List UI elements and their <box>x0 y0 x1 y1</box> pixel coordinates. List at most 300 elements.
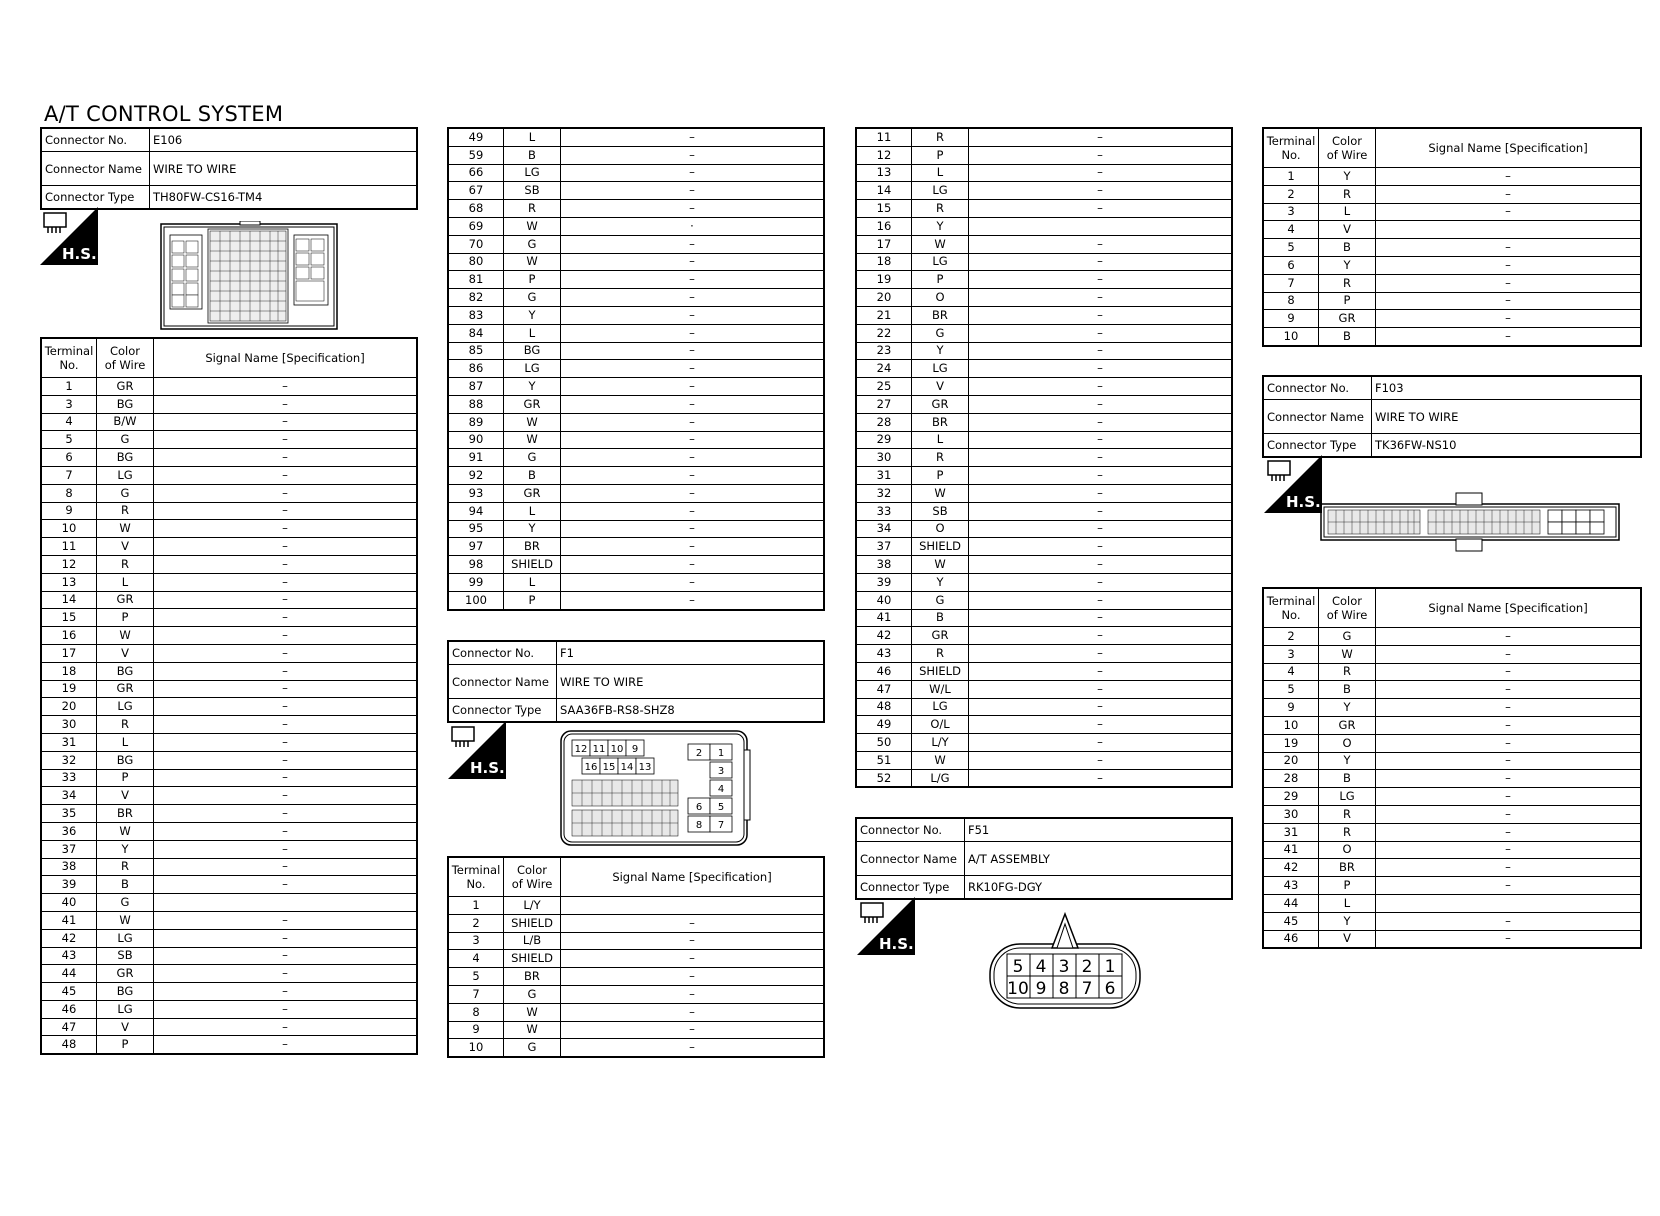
signal-header: Signal Name [Specification] <box>561 857 825 897</box>
signal-name-cell: – <box>561 200 825 218</box>
table-row <box>1263 823 1641 841</box>
wire-color-cell: G <box>912 324 969 342</box>
wire-color-cell: L <box>912 431 969 449</box>
table-row <box>41 520 417 538</box>
svg-text:H.S.: H.S. <box>1286 493 1321 511</box>
wire-color-cell: B <box>504 467 561 485</box>
terminal-no-cell: 59 <box>448 146 504 164</box>
wire-color-cell: R <box>1319 185 1376 203</box>
signal-name-cell: – <box>561 413 825 431</box>
table-row <box>41 555 417 573</box>
table-row <box>41 502 417 520</box>
table-row <box>41 840 417 858</box>
terminal-no-cell: 19 <box>41 680 97 698</box>
terminal-no-cell: 17 <box>41 644 97 662</box>
terminal-no-cell: 51 <box>856 751 912 769</box>
signal-name-cell: – <box>969 484 1233 502</box>
wire-color-cell: B <box>1319 681 1376 699</box>
signal-name-cell: – <box>561 431 825 449</box>
table-row <box>1263 752 1641 770</box>
signal-name-cell: – <box>1376 628 1642 646</box>
wire-color-cell: V <box>1319 221 1376 239</box>
wire-color-cell: P <box>97 769 154 787</box>
signal-name-cell: – <box>154 484 418 502</box>
page-title: A/T CONTROL SYSTEM <box>44 102 284 126</box>
wire-color-cell: W <box>504 413 561 431</box>
table-row <box>41 1000 417 1018</box>
terminal-no-cell: 4 <box>448 950 504 968</box>
hs-harness-side-icon <box>40 207 98 265</box>
label-connector-type: Connector Type <box>448 699 557 723</box>
terminal-no-cell: 94 <box>448 502 504 520</box>
pin-label: 14 <box>620 762 634 773</box>
label-connector-name: Connector Name <box>1263 400 1372 434</box>
signal-name-cell: – <box>969 645 1233 663</box>
connector-info-f1-wrap <box>447 640 825 723</box>
terminal-no-cell: 2 <box>1263 185 1319 203</box>
terminal-no-cell: 19 <box>856 271 912 289</box>
table-row <box>856 200 1232 218</box>
wire-color-cell: G <box>504 235 561 253</box>
table-row <box>1263 239 1641 257</box>
wire-color-cell: R <box>912 128 969 146</box>
wire-color-cell: GR <box>1319 310 1376 328</box>
signal-name-cell: – <box>969 182 1233 200</box>
terminal-no-cell: 5 <box>1263 239 1319 257</box>
table-row <box>1263 894 1641 912</box>
table-row <box>1263 716 1641 734</box>
signal-name-cell: – <box>1376 239 1642 257</box>
signal-name-cell: – <box>1376 292 1642 310</box>
signal-name-cell: – <box>969 289 1233 307</box>
wire-color-cell: R <box>1319 805 1376 823</box>
terminal-no-cell: 28 <box>856 413 912 431</box>
wire-color-cell: LG <box>504 164 561 182</box>
signal-name-cell: – <box>561 573 825 591</box>
signal-name-cell: – <box>561 164 825 182</box>
table-row <box>448 932 824 950</box>
wire-color-cell: L/Y <box>504 897 561 915</box>
signal-name-cell: – <box>154 769 418 787</box>
wire-color-cell: BR <box>97 805 154 823</box>
wire-color-cell: LG <box>912 253 969 271</box>
e106-pin-table-b <box>447 127 825 611</box>
terminal-no-cell: 43 <box>1263 877 1319 895</box>
signal-name-cell <box>154 894 418 912</box>
table-row <box>448 289 824 307</box>
signal-name-cell <box>969 217 1233 235</box>
wire-color-cell: P <box>97 609 154 627</box>
terminal-no-cell: 23 <box>856 342 912 360</box>
wire-color-cell: B/W <box>97 413 154 431</box>
terminal-no-cell: 41 <box>856 609 912 627</box>
table-row <box>856 253 1232 271</box>
terminal-no-cell: 97 <box>448 538 504 556</box>
table-row <box>448 968 824 986</box>
table-row <box>448 413 824 431</box>
table-row <box>1263 788 1641 806</box>
table-row <box>41 627 417 645</box>
table-row <box>448 271 824 289</box>
table-row <box>1263 328 1641 346</box>
terminal-no-cell: 85 <box>448 342 504 360</box>
table-row <box>1263 185 1641 203</box>
terminal-no-cell: 10 <box>1263 716 1319 734</box>
signal-header: Signal Name [Specification] <box>154 338 418 378</box>
table-row <box>856 538 1232 556</box>
terminal-no-cell: 1 <box>1263 168 1319 186</box>
wire-color-cell: W <box>912 751 969 769</box>
signal-name-cell: – <box>1376 699 1642 717</box>
signal-name-cell: – <box>561 289 825 307</box>
wire-color-cell: LG <box>97 698 154 716</box>
terminal-no-cell: 37 <box>41 840 97 858</box>
wire-color-cell: L/Y <box>912 734 969 752</box>
table-row <box>856 573 1232 591</box>
signal-name-cell: – <box>1376 663 1642 681</box>
terminal-no-cell: 15 <box>41 609 97 627</box>
signal-name-cell: – <box>154 662 418 680</box>
wire-color-cell: G <box>504 289 561 307</box>
connector-type-value: TK36FW-NS10 <box>1372 434 1642 458</box>
table-row <box>448 914 824 932</box>
table-row <box>41 591 417 609</box>
table-row <box>856 484 1232 502</box>
signal-name-cell: – <box>154 876 418 894</box>
signal-name-cell: – <box>969 698 1233 716</box>
table-row <box>41 894 417 912</box>
terminal-no-cell: 39 <box>41 876 97 894</box>
terminal-no-cell: 16 <box>856 217 912 235</box>
wire-color-cell: W <box>504 217 561 235</box>
color-header: Color of Wire <box>1319 588 1376 628</box>
terminal-no-cell: 49 <box>856 716 912 734</box>
table-row <box>856 591 1232 609</box>
terminal-no-cell: 46 <box>856 662 912 680</box>
terminal-no-cell: 38 <box>41 858 97 876</box>
table-row <box>856 645 1232 663</box>
terminal-no-cell: 30 <box>1263 805 1319 823</box>
table-row <box>856 395 1232 413</box>
signal-name-cell: – <box>561 324 825 342</box>
table-row <box>41 484 417 502</box>
table-row <box>856 413 1232 431</box>
signal-name-cell: – <box>561 467 825 485</box>
signal-name-cell: – <box>561 360 825 378</box>
signal-name-cell: – <box>969 502 1233 520</box>
terminal-no-cell: 45 <box>1263 912 1319 930</box>
terminal-no-cell: 31 <box>41 733 97 751</box>
signal-name-cell: – <box>969 200 1233 218</box>
connector-no-value: E106 <box>150 128 418 152</box>
terminal-no-cell: 87 <box>448 378 504 396</box>
table-row <box>448 324 824 342</box>
wire-color-cell: BR <box>504 968 561 986</box>
wire-color-cell: GR <box>504 484 561 502</box>
terminal-no-cell: 100 <box>448 591 504 609</box>
signal-name-cell: – <box>154 751 418 769</box>
wire-color-cell: R <box>1319 823 1376 841</box>
signal-name-cell: – <box>561 449 825 467</box>
label-connector-no: Connector No. <box>41 128 150 152</box>
terminal-no-cell: 2 <box>448 914 504 932</box>
wire-color-cell: BR <box>1319 859 1376 877</box>
terminal-no-cell: 7 <box>448 985 504 1003</box>
terminal-no-cell: 1 <box>41 378 97 396</box>
terminal-no-cell: 98 <box>448 556 504 574</box>
table-row <box>41 911 417 929</box>
pin-label: 15 <box>602 762 616 773</box>
table-row <box>856 609 1232 627</box>
signal-name-cell: – <box>969 342 1233 360</box>
signal-name-cell: – <box>1376 256 1642 274</box>
wire-color-cell: Y <box>912 217 969 235</box>
wire-color-cell: O <box>912 520 969 538</box>
terminal-no-cell: 22 <box>856 324 912 342</box>
wire-color-cell: BG <box>97 751 154 769</box>
signal-name-cell: – <box>154 733 418 751</box>
table-row <box>448 431 824 449</box>
pin-label: 4 <box>717 784 725 795</box>
table-row <box>856 698 1232 716</box>
wire-color-cell: R <box>912 200 969 218</box>
terminal-no-cell: 6 <box>41 449 97 467</box>
e106-pin-table-a <box>40 337 418 1055</box>
hs-harness-side-icon <box>1264 455 1322 513</box>
terminal-no-cell: 6 <box>1263 256 1319 274</box>
label-connector-no: Connector No. <box>448 641 557 665</box>
signal-name-cell: – <box>154 1036 418 1054</box>
terminal-no-cell: 9 <box>1263 310 1319 328</box>
wire-color-cell: L <box>97 733 154 751</box>
table-row <box>41 858 417 876</box>
terminal-no-cell: 12 <box>856 146 912 164</box>
signal-name-cell: – <box>561 484 825 502</box>
wire-color-cell: BR <box>912 413 969 431</box>
connector-info-f103 <box>1262 375 1642 458</box>
wire-color-cell: L <box>912 164 969 182</box>
signal-name-cell: – <box>561 502 825 520</box>
terminal-no-cell: 42 <box>1263 859 1319 877</box>
terminal-no-cell: 8 <box>41 484 97 502</box>
signal-name-cell: – <box>969 164 1233 182</box>
signal-name-cell: – <box>154 627 418 645</box>
table-row <box>856 271 1232 289</box>
signal-name-cell: – <box>561 950 825 968</box>
pin-label: 3 <box>1058 957 1070 977</box>
terminal-no-cell: 9 <box>448 1021 504 1039</box>
wire-color-cell: B <box>504 146 561 164</box>
table-row <box>448 538 824 556</box>
table-row <box>41 609 417 627</box>
terminal-no-cell: 3 <box>448 932 504 950</box>
table-row <box>856 146 1232 164</box>
pin-label: 13 <box>638 762 652 773</box>
wire-color-cell: B <box>1319 770 1376 788</box>
signal-name-cell: – <box>154 1018 418 1036</box>
signal-name-cell: – <box>561 1021 825 1039</box>
column-3 <box>855 127 1233 788</box>
signal-name-cell: – <box>1376 859 1642 877</box>
wire-color-cell: V <box>1319 930 1376 948</box>
pin-label: 8 <box>1058 979 1070 999</box>
table-row <box>41 929 417 947</box>
table-row <box>41 413 417 431</box>
signal-name-cell: – <box>154 840 418 858</box>
wire-color-cell: L <box>504 128 561 146</box>
signal-name-cell: – <box>561 1003 825 1021</box>
table-row <box>856 556 1232 574</box>
signal-name-cell: – <box>154 858 418 876</box>
signal-name-cell: – <box>1376 805 1642 823</box>
table-row <box>1263 628 1641 646</box>
signal-name-cell: – <box>969 467 1233 485</box>
connector-info-f103-wrap <box>1262 375 1642 458</box>
f51-pins-wrap <box>1262 127 1642 347</box>
signal-name-cell: – <box>1376 185 1642 203</box>
pin-label: 5 <box>717 802 725 813</box>
signal-name-cell: – <box>1376 788 1642 806</box>
signal-name-cell: – <box>1376 168 1642 186</box>
table-row <box>448 985 824 1003</box>
signal-name-cell: – <box>154 965 418 983</box>
table-row <box>1263 292 1641 310</box>
terminal-no-cell: 91 <box>448 449 504 467</box>
signal-name-cell: – <box>969 680 1233 698</box>
signal-name-cell: – <box>1376 203 1642 221</box>
terminal-no-cell: 15 <box>856 200 912 218</box>
signal-name-cell: – <box>154 538 418 556</box>
signal-name-cell: – <box>1376 716 1642 734</box>
signal-name-cell: – <box>561 271 825 289</box>
table-row <box>1263 912 1641 930</box>
signal-name-cell: – <box>154 466 418 484</box>
wire-color-cell: P <box>912 271 969 289</box>
terminal-no-cell: 9 <box>1263 699 1319 717</box>
wire-color-cell: Y <box>97 840 154 858</box>
connector-name-value: WIRE TO WIRE <box>150 152 418 186</box>
connector-name-value: A/T ASSEMBLY <box>965 842 1233 876</box>
terminal-no-cell: 34 <box>856 520 912 538</box>
table-row <box>41 698 417 716</box>
terminal-no-cell: 38 <box>856 556 912 574</box>
terminal-no-cell: 11 <box>41 538 97 556</box>
connector-info-f1 <box>447 640 825 723</box>
terminal-no-cell: 20 <box>41 698 97 716</box>
wire-color-cell: W/L <box>912 680 969 698</box>
table-row <box>448 591 824 609</box>
terminal-no-cell: 13 <box>856 164 912 182</box>
signal-name-cell: – <box>154 947 418 965</box>
table-row <box>856 164 1232 182</box>
table-row <box>448 200 824 218</box>
terminal-no-cell: 41 <box>41 911 97 929</box>
e106-connector-diagram <box>160 221 338 331</box>
table-row <box>41 716 417 734</box>
signal-name-cell: – <box>969 395 1233 413</box>
pin-label: 6 <box>695 802 703 813</box>
table-row <box>856 342 1232 360</box>
signal-name-cell: – <box>561 342 825 360</box>
table-row <box>41 822 417 840</box>
signal-name-cell: – <box>154 502 418 520</box>
terminal-no-cell: 30 <box>856 449 912 467</box>
signal-name-cell: – <box>561 182 825 200</box>
wire-color-cell: R <box>912 645 969 663</box>
signal-name-cell: – <box>1376 823 1642 841</box>
table-row <box>856 235 1232 253</box>
signal-name-cell: – <box>969 520 1233 538</box>
connector-info-e106 <box>40 127 418 210</box>
signal-name-cell: – <box>154 983 418 1001</box>
terminal-no-cell: 12 <box>41 555 97 573</box>
table-row <box>448 146 824 164</box>
table-row <box>41 538 417 556</box>
terminal-no-cell: 81 <box>448 271 504 289</box>
table-row <box>1263 805 1641 823</box>
table-row <box>856 502 1232 520</box>
signal-name-cell: – <box>1376 912 1642 930</box>
wire-color-cell: LG <box>504 360 561 378</box>
signal-name-cell: – <box>969 751 1233 769</box>
terminal-no-cell: 66 <box>448 164 504 182</box>
wire-color-cell: W <box>1319 645 1376 663</box>
signal-name-cell: – <box>969 235 1233 253</box>
pin-label: 10 <box>1007 979 1029 999</box>
terminal-no-cell: 14 <box>41 591 97 609</box>
terminal-no-cell: 86 <box>448 360 504 378</box>
table-row <box>41 769 417 787</box>
color-header: Color of Wire <box>504 857 561 897</box>
signal-name-cell: – <box>1376 645 1642 663</box>
table-row <box>448 520 824 538</box>
column-2 <box>447 127 825 611</box>
terminal-no-cell: 10 <box>1263 328 1319 346</box>
wire-color-cell: L <box>1319 894 1376 912</box>
terminal-no-cell: 4 <box>1263 221 1319 239</box>
wire-color-cell: P <box>912 467 969 485</box>
signal-name-cell: – <box>969 662 1233 680</box>
signal-name-cell: – <box>1376 841 1642 859</box>
table-row <box>1263 770 1641 788</box>
table-row <box>448 342 824 360</box>
wire-color-cell: Y <box>912 573 969 591</box>
table-row <box>856 520 1232 538</box>
terminal-no-cell: 67 <box>448 182 504 200</box>
terminal-no-cell: 17 <box>856 235 912 253</box>
pin-label: 10 <box>610 744 624 755</box>
table-row <box>856 217 1232 235</box>
wire-color-cell: SB <box>912 502 969 520</box>
signal-name-cell <box>1376 894 1642 912</box>
svg-text:H.S.: H.S. <box>470 759 505 777</box>
table-row <box>448 950 824 968</box>
table-row <box>41 449 417 467</box>
signal-name-cell: – <box>969 449 1233 467</box>
label-connector-type: Connector Type <box>1263 434 1372 458</box>
wire-color-cell: R <box>97 502 154 520</box>
signal-name-cell: – <box>969 253 1233 271</box>
wire-color-cell: LG <box>1319 788 1376 806</box>
signal-name-cell: – <box>154 698 418 716</box>
f1-connector-diagram <box>560 730 752 846</box>
table-row <box>448 253 824 271</box>
table-row <box>1263 221 1641 239</box>
table-row <box>41 1018 417 1036</box>
terminal-no-cell: 48 <box>856 698 912 716</box>
wire-color-cell: Y <box>504 306 561 324</box>
signal-name-cell: – <box>969 360 1233 378</box>
